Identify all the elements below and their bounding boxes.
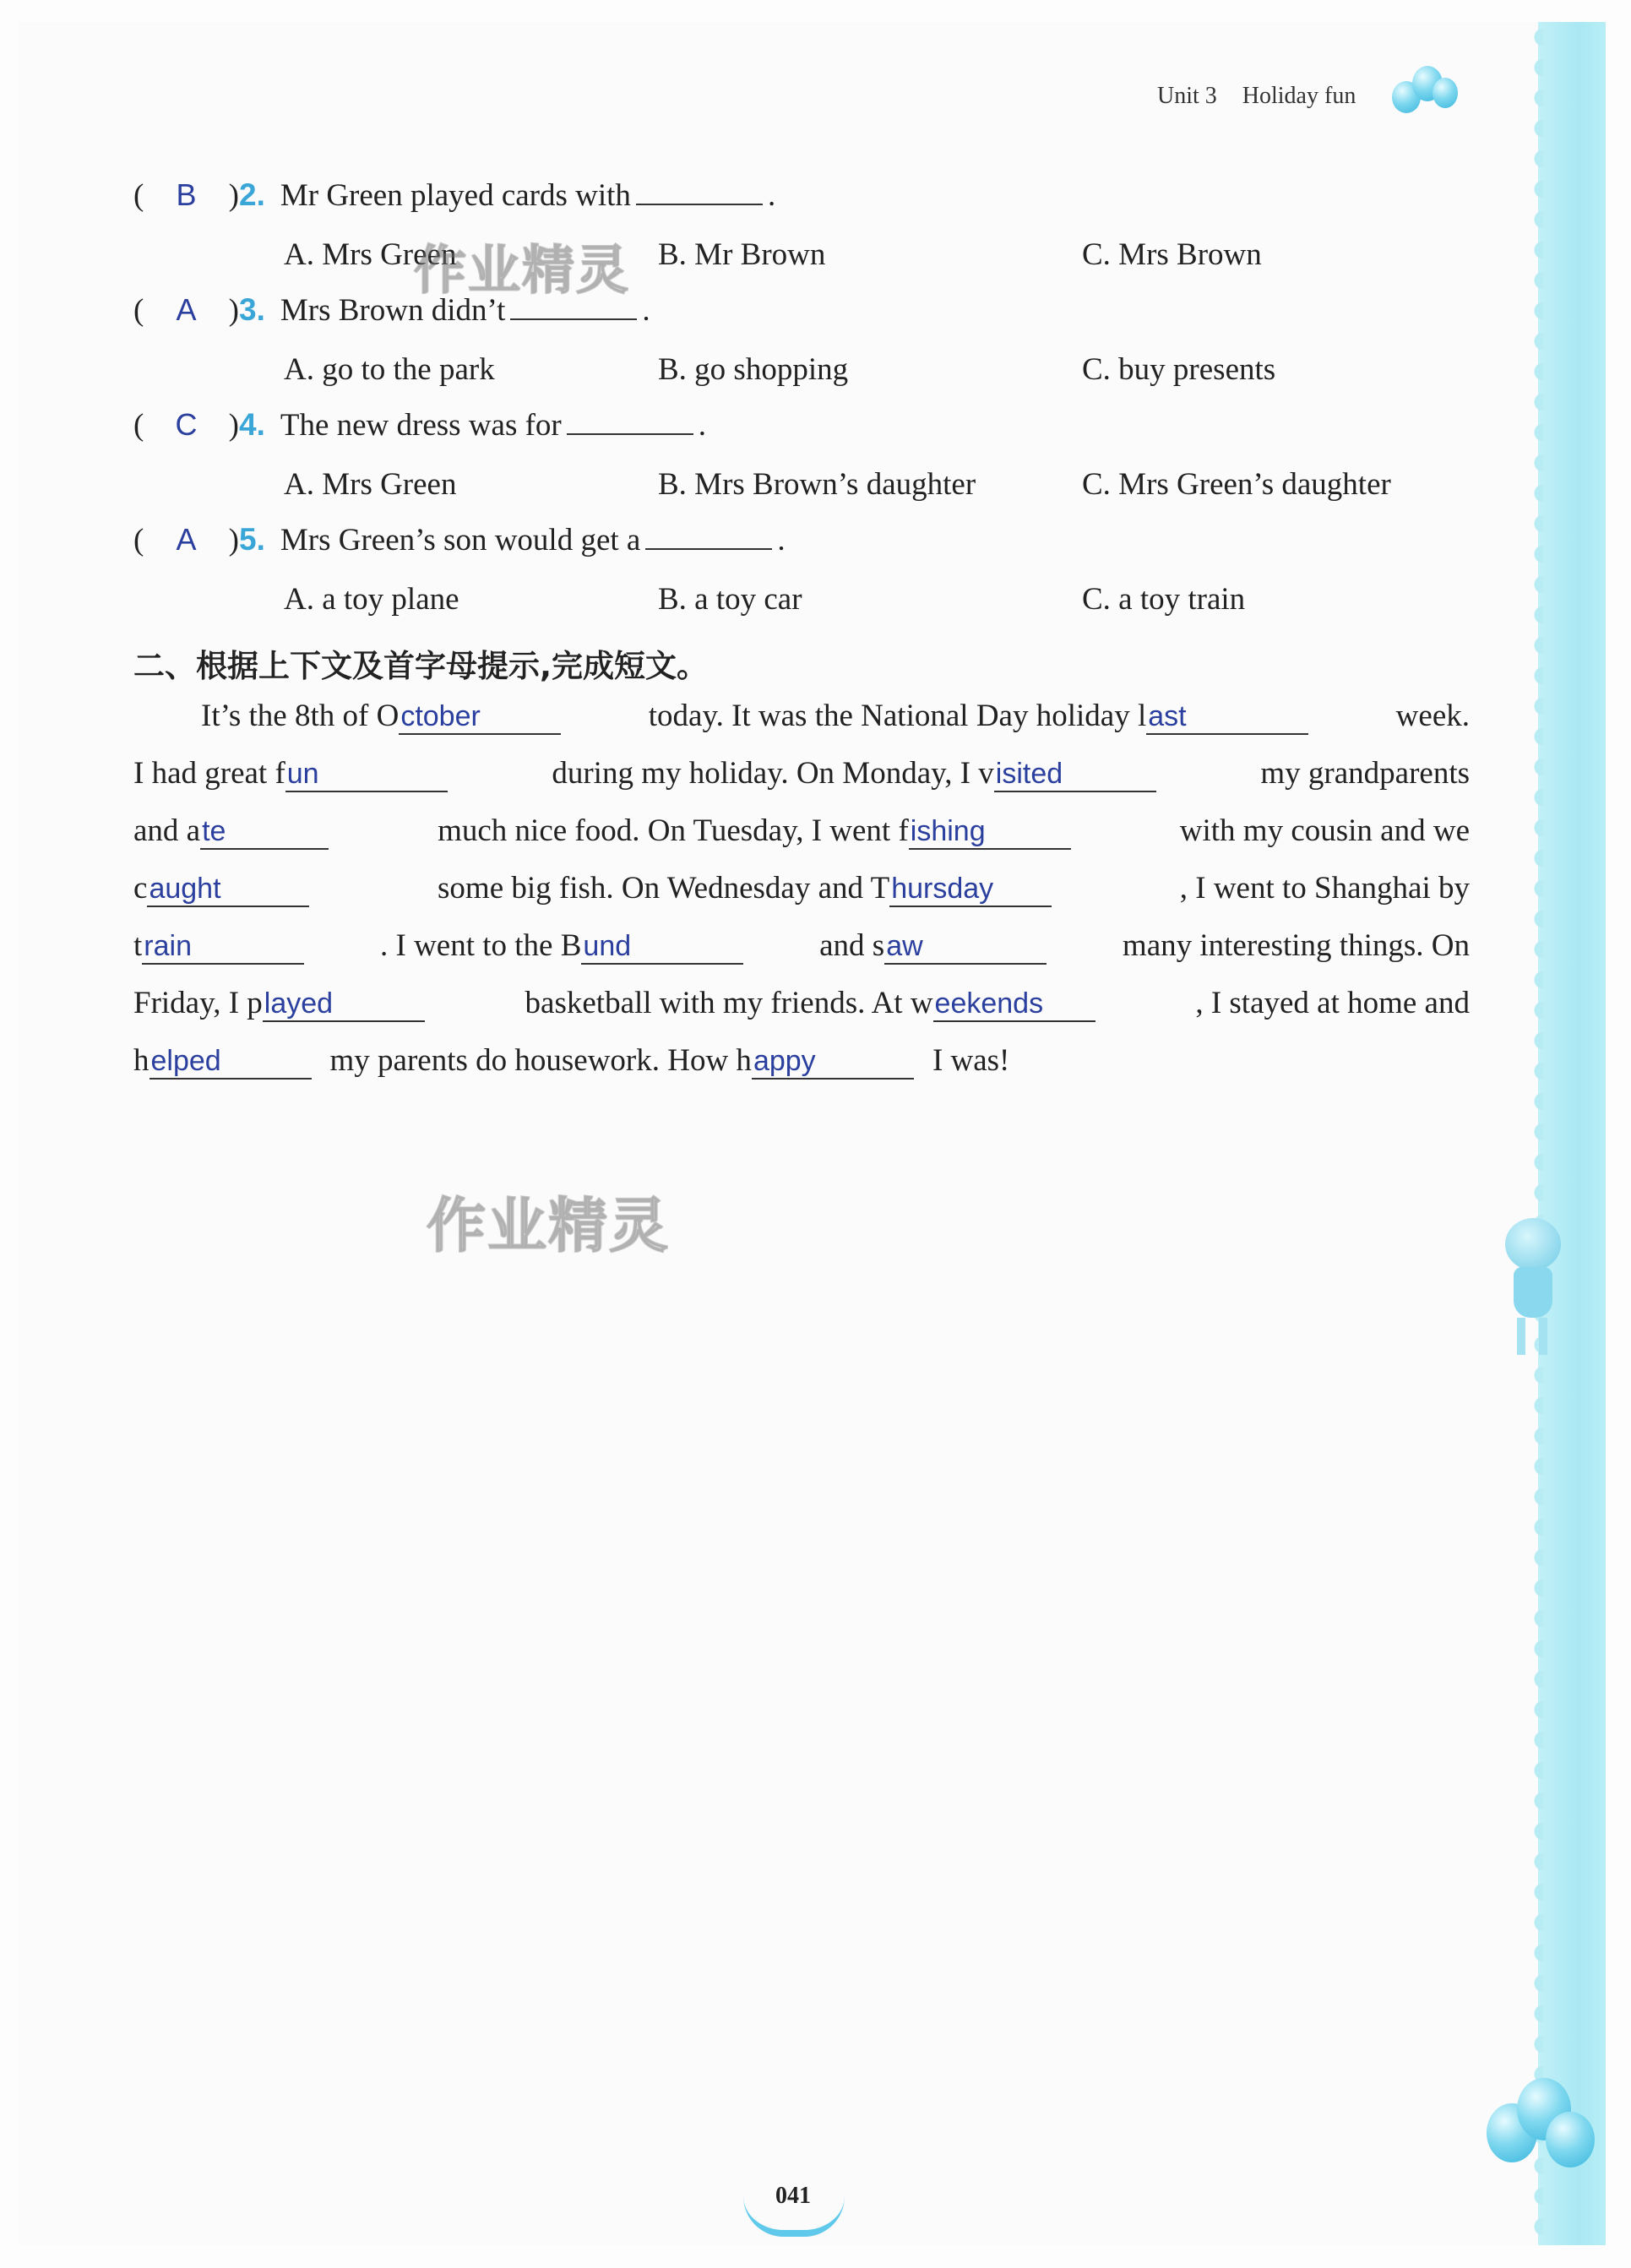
passage-text: much nice food. On Tuesday, I went f <box>438 813 909 848</box>
fill-blank: aught <box>147 873 309 907</box>
question-2 <box>133 177 775 214</box>
balloon-icon <box>1546 2112 1595 2167</box>
question-end: . <box>642 293 650 328</box>
answer-value: A <box>176 522 197 557</box>
passage-text: c <box>133 871 148 906</box>
fill-blank: hursday <box>889 873 1052 907</box>
watermark: 作业精灵 <box>414 239 631 301</box>
passage-text: h <box>133 1043 150 1078</box>
balloon-icon <box>1433 78 1458 108</box>
fill-blank: aw <box>884 930 1047 965</box>
passage-line-5 <box>133 927 1470 965</box>
answer-blank <box>567 408 693 435</box>
passage-text: today. It was the National Day holiday l <box>648 699 1147 733</box>
passage-text: , I went to Shanghai by <box>1179 871 1470 906</box>
option-c: C. a toy train <box>1082 582 1246 617</box>
option-a: A. Mrs Green <box>284 237 457 272</box>
question-text: Mr Green played cards with <box>280 178 631 213</box>
passage-text: I had great f <box>133 756 285 791</box>
passage-line-7 <box>133 1042 1470 1080</box>
passage-line-6 <box>133 985 1470 1022</box>
fill-blank: un <box>285 758 448 792</box>
answer-value: A <box>176 292 197 327</box>
passage-text: . I went to the B <box>380 928 582 963</box>
fill-blank: te <box>200 815 329 850</box>
answer-bracket: ( C ) <box>133 407 239 443</box>
fill-blank: und <box>581 930 743 965</box>
option-c: C. buy presents <box>1082 352 1276 387</box>
option-b: B. a toy car <box>658 582 802 617</box>
question-text: The new dress was for <box>280 408 562 443</box>
fill-blank: rain <box>142 930 304 965</box>
fill-blank: ishing <box>909 815 1071 850</box>
passage-line-2 <box>133 755 1470 792</box>
passage-text: and s <box>819 928 885 963</box>
option-c: C. Mrs Green’s daughter <box>1082 467 1391 502</box>
answer-bracket: ( A ) <box>133 522 239 557</box>
passage-text: my grandparents <box>1260 756 1470 791</box>
fill-blank: ctober <box>399 700 561 735</box>
passage-text: t <box>133 928 143 963</box>
girl-illustration-icon <box>1498 1218 1568 1362</box>
page-number: 041 <box>775 2183 811 2209</box>
question-5 <box>133 522 786 558</box>
passage-text: my parents do housework. How h <box>329 1043 752 1078</box>
question-end: . <box>777 523 786 557</box>
decorative-side-band <box>1538 22 1606 2245</box>
passage-text: I was! <box>932 1043 1010 1078</box>
passage-text: some big fish. On Wednesday and T <box>438 871 890 906</box>
question-number: 3. <box>239 292 265 327</box>
passage-line-4 <box>133 870 1470 907</box>
answer-blank <box>636 178 763 205</box>
question-end: . <box>767 178 776 213</box>
answer-bracket: ( B ) <box>133 177 239 213</box>
page-header <box>1157 83 1356 110</box>
fill-blank: isited <box>994 758 1156 792</box>
fill-blank: appy <box>752 1045 914 1080</box>
passage-text: It’s the 8th of O <box>201 699 400 733</box>
question-end: . <box>698 408 707 443</box>
fill-blank: elped <box>150 1045 312 1080</box>
passage-line-1 <box>133 698 1470 735</box>
question-number: 4. <box>239 407 265 442</box>
decorative-wave-edge <box>1531 22 1543 2245</box>
passage-text: week. <box>1395 699 1470 733</box>
option-b: B. go shopping <box>658 352 849 387</box>
passage-text: many interesting things. On <box>1122 928 1470 963</box>
question-text: Mrs Green’s son would get a <box>280 523 641 557</box>
option-a: A. go to the park <box>284 352 495 387</box>
option-c: C. Mrs Brown <box>1082 237 1262 272</box>
passage-line-3 <box>133 813 1470 850</box>
answer-value: C <box>175 407 198 442</box>
passage-text: during my holiday. On Monday, I v <box>552 756 994 791</box>
fill-blank: ast <box>1146 700 1308 735</box>
fill-blank: eekends <box>933 987 1095 1022</box>
passage-text: basketball with my friends. At w <box>525 986 933 1020</box>
answer-bracket: ( A ) <box>133 292 239 328</box>
answer-blank <box>645 523 772 550</box>
unit-label: Unit 3 <box>1157 83 1217 109</box>
passage-text: , I stayed at home and <box>1195 986 1470 1020</box>
question-number: 5. <box>239 522 265 557</box>
question-4 <box>133 407 706 443</box>
option-a: A. a toy plane <box>284 582 459 617</box>
fill-blank: layed <box>263 987 425 1022</box>
answer-value: B <box>176 177 197 212</box>
passage-text: and a <box>133 813 201 848</box>
option-a: A. Mrs Green <box>284 467 457 502</box>
option-b: B. Mrs Brown’s daughter <box>658 467 976 502</box>
watermark: 作业精灵 <box>427 1191 670 1260</box>
passage-text: with my cousin and we <box>1179 813 1470 848</box>
passage-text: Friday, I p <box>133 986 263 1020</box>
question-text: Mrs Brown didn’t <box>280 293 506 328</box>
unit-title: Holiday fun <box>1242 83 1356 109</box>
section-title: 二、根据上下文及首字母提示,完成短文。 <box>133 648 709 684</box>
option-b: B. Mr Brown <box>658 237 826 272</box>
question-number: 2. <box>239 177 265 212</box>
